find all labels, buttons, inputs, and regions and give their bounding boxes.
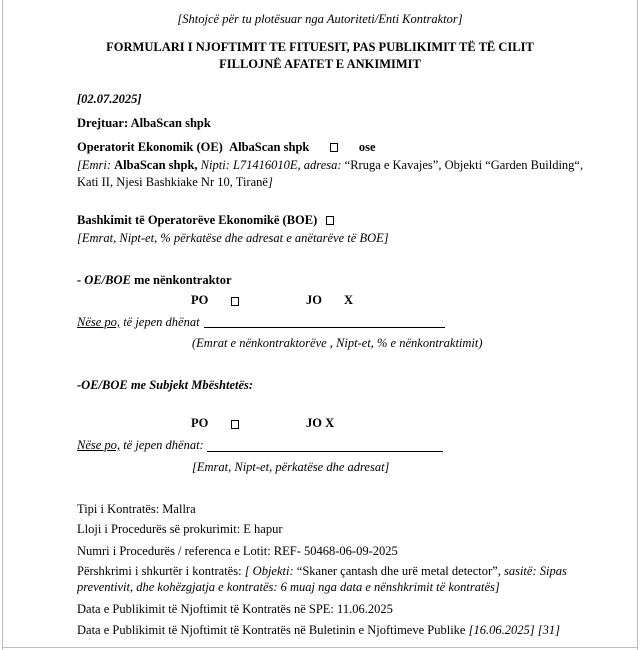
summary-object-value: “Skaner çantash dhe urë metal detector”, — [296, 564, 501, 578]
oe-emri-label: [Emri: — [77, 158, 112, 172]
oe-nipt-label: Nipti: L71416010E, adresa: — [200, 158, 342, 172]
subcontractor-if-yes-text: të jepen dhënat — [123, 315, 200, 329]
title-line-2: FILLOJNË AFATET E ANKIMIMIT — [219, 57, 421, 71]
bulletin-publication — [77, 623, 560, 638]
subcontractor-fill-line[interactable] — [204, 327, 445, 328]
supporting-fill-line[interactable] — [207, 451, 443, 452]
supporting-no-label: JO X — [306, 416, 335, 430]
boe-label: Bashkimit të Operatorëve Ekonomikë (BOE) — [77, 213, 318, 227]
oe-detail-line-2 — [77, 175, 273, 190]
summary-line-1 — [77, 564, 567, 579]
boe-note: [Emrat, Nipt-et, % përkatëse dhe adresat e anëtarëve të BOE] — [77, 231, 389, 245]
supporting-yes-label: PO — [191, 416, 209, 430]
addressee-label: Drejtuar: — [77, 116, 129, 130]
summary-quantity-value: Sipas — [539, 564, 567, 578]
oe-detail-line-1 — [77, 158, 583, 173]
oe-label: Operatorit Ekonomik (OE) — [77, 140, 223, 154]
page-border-bottom — [2, 647, 638, 648]
page-border-right — [637, 0, 638, 650]
boe-checkbox[interactable] — [326, 216, 334, 225]
boe-line — [77, 213, 336, 228]
bulletin-value: [16.06.2025] [31] — [468, 623, 560, 637]
subcontractor-if-yes-label: Nëse po, — [77, 315, 121, 329]
summary-label: Përshkrimi i shkurtër i kontratës: — [77, 564, 242, 578]
subcontractor-no-mark: X — [344, 293, 354, 307]
subcontractor-yes-label: PO — [191, 293, 209, 307]
supporting-if-yes-text: të jepen dhënat: — [123, 438, 204, 452]
oe-emri-value: AlbaScan shpk, — [114, 158, 198, 172]
page-border-left — [2, 0, 3, 650]
subcontractor-heading-prefix: - OE/BOE — [77, 273, 131, 287]
oe-value: AlbaScan shpk — [229, 140, 310, 154]
title-line-1: FORMULARI I NJOFTIMIT TE FITUESIT, PAS PUBLIKIMIT TË TË CILIT — [106, 40, 534, 54]
supporting-if-yes — [77, 438, 204, 453]
subcontractor-if-yes — [77, 315, 200, 330]
spe-publication: Data e Publikimit të Njoftimit të Kontratës në SPE: 11.06.2025 — [77, 602, 393, 616]
addressee-value: AlbaScan shpk — [130, 116, 211, 130]
procedure-number: Numri i Procedurës / referenca e Lotit: REF- 50468-06-09-2025 — [77, 544, 398, 558]
oe-address: “Rruga e Kavajes”, Objekti “Garden Building“, — [344, 158, 584, 172]
summary-line-2: preventivit, dhe kohëzgjatja e kontratës: 6 muaj nga data e nënshkrimit të kontratës] — [77, 580, 500, 594]
supporting-note: [Emrat, Nipt-et, përkatëse dhe adresat] — [192, 460, 390, 474]
addressee — [77, 116, 211, 131]
oe-or: ose — [358, 140, 376, 154]
subcontractor-no-label: JO — [306, 293, 322, 307]
bulletin-label: Data e Publikimit të Njoftimit të Kontratës në Buletinin e Njoftimeve Publike — [77, 623, 466, 637]
subcontractor-yes-checkbox[interactable] — [231, 297, 239, 306]
subcontractor-note: (Emrat e nënkontraktorëve , Nipt-et, % e nënkontraktimit) — [192, 336, 483, 350]
oe-detail-line2-text: Kati II, Njesi Bashkiake Nr 10, Tiranë — [77, 175, 268, 189]
summary-object-label: [ Objekti: — [244, 564, 294, 578]
procedure-type: Lloji i Procedurës së prokurimit: E hapur — [77, 522, 283, 536]
contract-type: Tipi i Kontratës: Mallra — [77, 502, 196, 516]
summary-quantity-label: sasitë: — [503, 564, 537, 578]
notice-date: [02.07.2025] — [77, 92, 142, 106]
oe-checkbox[interactable] — [330, 143, 338, 152]
oe-line — [77, 140, 376, 155]
header-note: [Shtojcë për tu plotësuar nga Autoriteti/Enti Kontraktor] — [177, 12, 463, 26]
subcontractor-heading — [77, 273, 232, 288]
oe-detail-close: ] — [267, 175, 273, 189]
subcontractor-heading-suffix: me nënkontraktor — [133, 273, 232, 287]
supporting-heading: -OE/BOE me Subjekt Mbështetës: — [77, 378, 254, 392]
supporting-if-yes-label: Nëse po, — [77, 438, 121, 452]
supporting-yes-checkbox[interactable] — [231, 420, 239, 429]
